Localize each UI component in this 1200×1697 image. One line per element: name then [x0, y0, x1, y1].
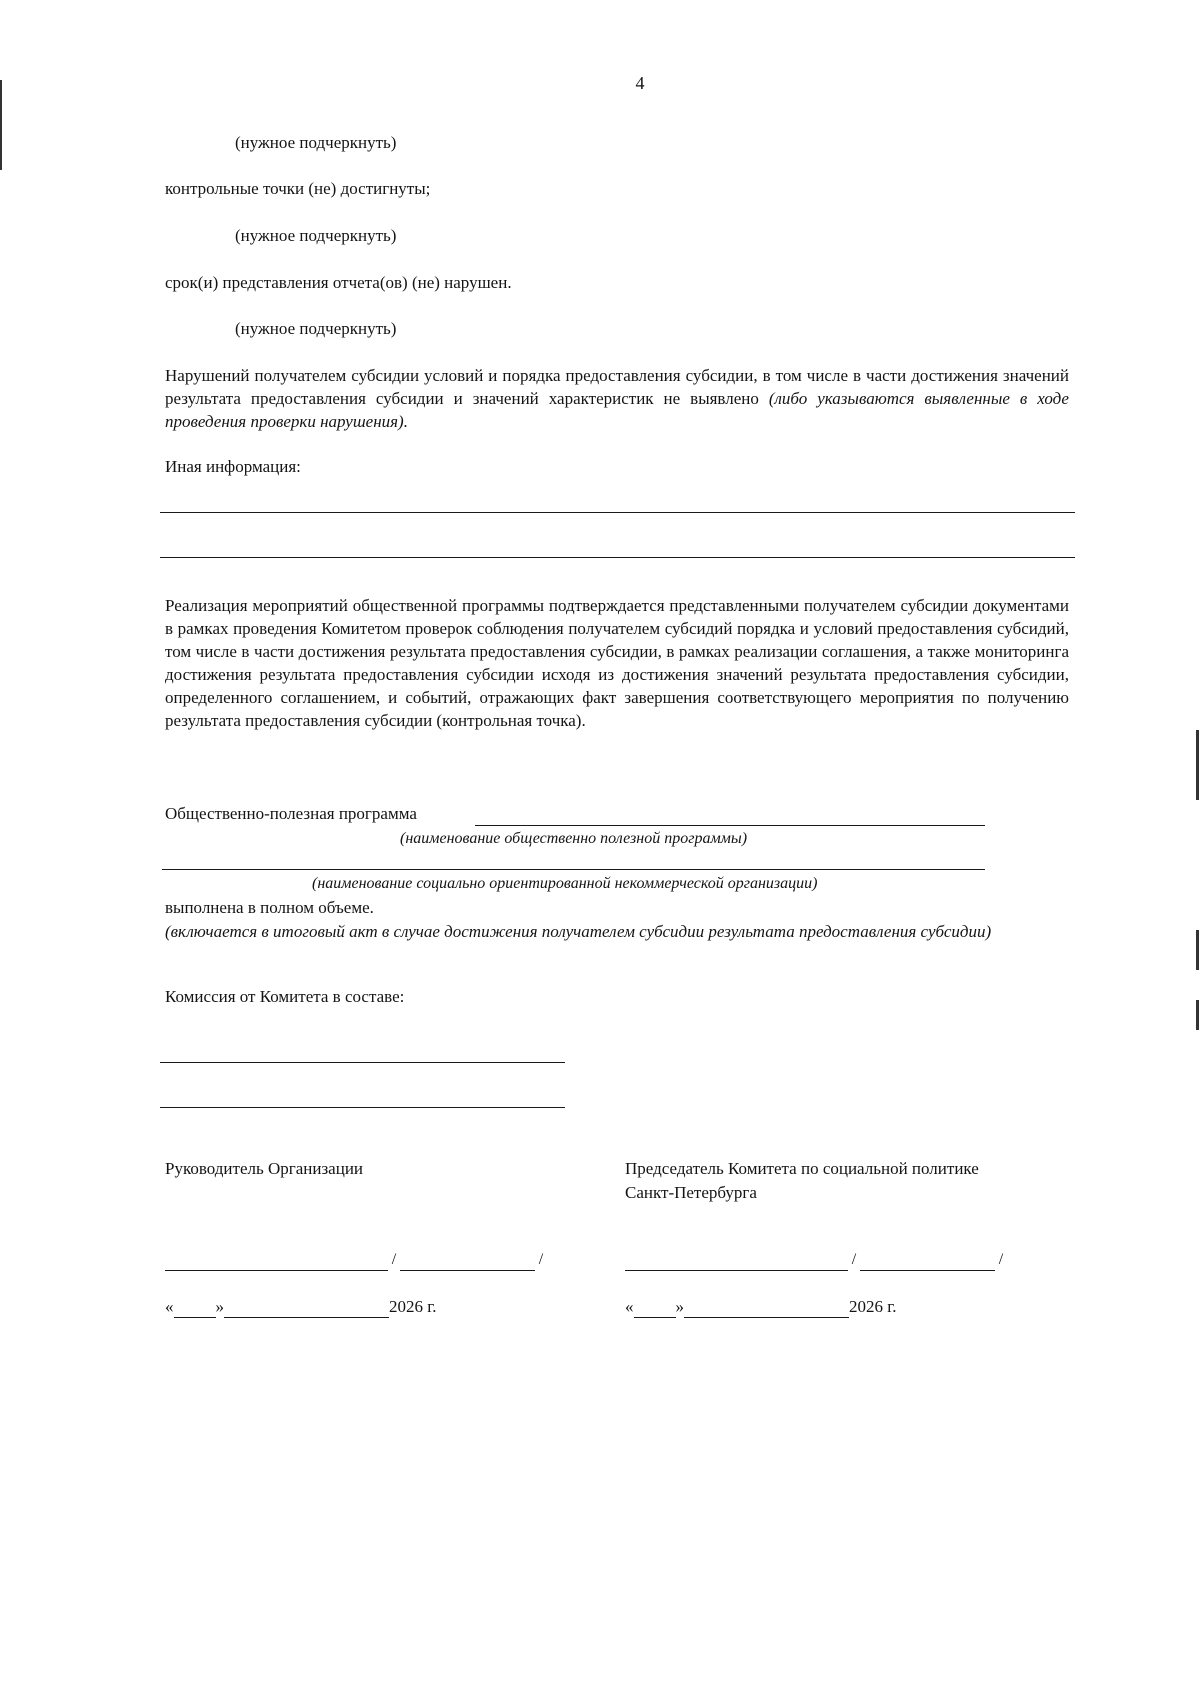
signature-blank — [165, 1252, 388, 1271]
commission-member-line-1 — [160, 1062, 565, 1063]
program-name-hint: (наименование общественно полезной программы) — [400, 830, 748, 847]
other-info-line-2 — [160, 557, 1075, 558]
other-info-line-1 — [160, 512, 1075, 513]
hint-underline-3: (нужное подчеркнуть) — [235, 319, 397, 338]
month-blank — [684, 1299, 849, 1318]
date-close-quote: » — [215, 1297, 224, 1316]
date-year: 2026 г. — [849, 1297, 897, 1316]
org-name-line — [162, 869, 985, 870]
name-blank — [860, 1252, 995, 1271]
chairman-title-line-1: Председатель Комитета по социальной политике — [625, 1159, 979, 1178]
report-deadline-text: срок(и) представления отчета(ов) (не) нарушен. — [165, 273, 512, 292]
other-info-label: Иная информация: — [165, 457, 301, 476]
slash-2: / — [538, 1251, 544, 1268]
org-name-hint: (наименование социально ориентированной некоммерческой организации) — [312, 875, 818, 892]
violations-text: Нарушений получателем субсидии условий и порядка предоставления субсидии, в том числе в части достижения значений результата предоставления субсидии и значений характеристик не выявлено — [165, 366, 1069, 408]
program-completed-text: выполнена в полном объеме. — [165, 898, 374, 917]
org-head-signature-line — [165, 1250, 547, 1271]
violations-note: (либо указываются выявленные в ходе проведения проверки нарушения). — [165, 389, 1069, 431]
scan-edge-artifact — [1196, 730, 1199, 800]
scan-edge-artifact — [0, 80, 2, 170]
day-blank — [174, 1299, 216, 1318]
chairman-title-line-2: Санкт-Петербурга — [625, 1183, 757, 1202]
signature-blank — [625, 1252, 848, 1271]
chairman-signature-line — [625, 1250, 1007, 1271]
org-head-title: Руководитель Организации — [165, 1159, 364, 1178]
slash-1: / — [391, 1251, 397, 1268]
hint-underline-2: (нужное подчеркнуть) — [235, 226, 397, 245]
day-blank — [634, 1299, 676, 1318]
commission-label: Комиссия от Комитета в составе: — [165, 987, 405, 1006]
date-close-quote: » — [675, 1297, 684, 1316]
violations-paragraph — [165, 364, 1069, 433]
scan-edge-artifact — [1196, 1000, 1199, 1030]
month-blank — [224, 1299, 389, 1318]
date-open-quote: « — [625, 1297, 634, 1316]
scan-edge-artifact — [1196, 930, 1199, 970]
hint-underline-1: (нужное подчеркнуть) — [235, 133, 397, 152]
implementation-paragraph: Реализация мероприятий общественной программы подтверждается представленными получателем субсидии документами в рамках проведения Комитетом проверок соблюдения получателем субсидий порядка и условий предоставления субсидий, том числе в части достижения результата предоставления субсидии, в рамках реализации соглашения, а также мониторинга достижения результата предоставления субсидии исходя из достижения значений результата предоставления субсидии, определенного соглашением, и событий, отражающих факт завершения соответствующего мероприятия по получению результата предоставления субсидии (контрольная точка). — [165, 596, 1069, 730]
chairman-date — [625, 1296, 897, 1318]
program-note: (включается в итоговый акт в случае достижения получателем субсидии результата предоставления субсидии) — [165, 922, 992, 941]
date-open-quote: « — [165, 1297, 174, 1316]
commission-member-line-2 — [160, 1107, 565, 1108]
org-head-date — [165, 1296, 437, 1318]
control-points-text: контрольные точки (не) достигнуты; — [165, 179, 431, 198]
page-number: 4 — [635, 73, 645, 93]
slash-4: / — [998, 1251, 1004, 1268]
slash-3: / — [851, 1251, 857, 1268]
program-label: Общественно-полезная программа — [165, 804, 417, 823]
program-name-line — [475, 825, 985, 826]
name-blank — [400, 1252, 535, 1271]
date-year: 2026 г. — [389, 1297, 437, 1316]
